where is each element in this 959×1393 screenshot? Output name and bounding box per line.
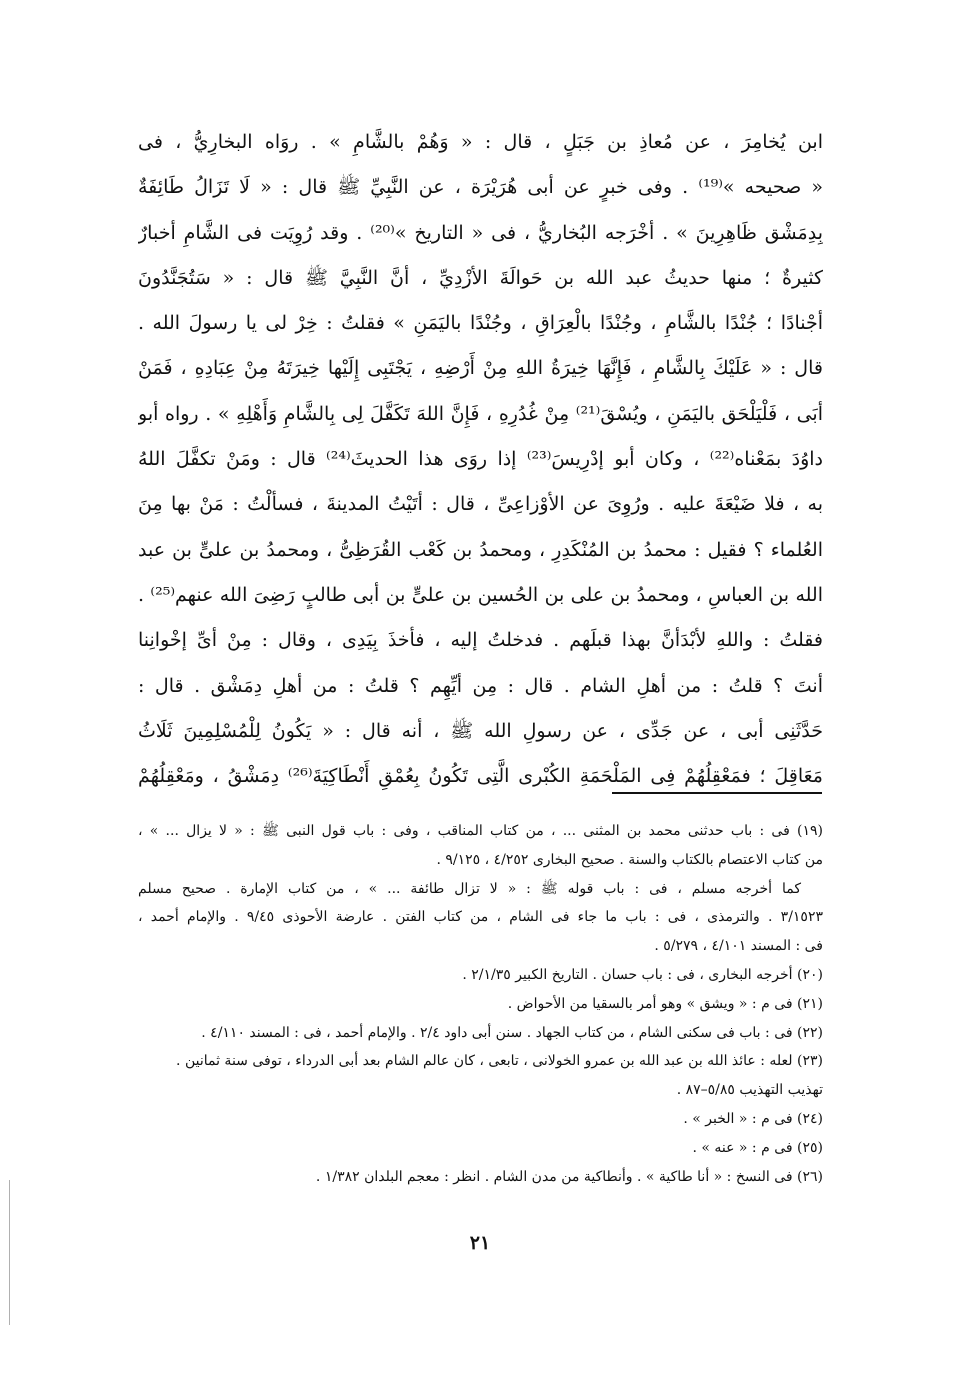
text-line: داوُدَ بمَعْناه⁽²²⁾ ، وكان أبو إدْرِيسَ⁽²³⁾ إذا روَى هذا الحديثَ⁽²⁴⁾ قال : ومَنْ تكفَّلَ اللهُ — [138, 448, 823, 471]
text-line: قال : « عَلَيْكَ بِالشَّامِ ، فَإِنَّهَا خِيرَةُ اللهِ مِنْ أَرْضِهِ ، يَجْتَبِى إِلَيْها خِيرَتَهُ مِنْ عِبَادِهِ ، فَمَنْ — [138, 357, 823, 380]
text-line: « صحيحه »⁽¹⁹⁾ . وفى خبرٍ عن أبى هُرَيْرَة ، عن النَّبِيِّ ﷺ قال : « لَا تَزَالُ طَائِفَةٌ — [138, 176, 823, 199]
text-line: العُلماء ؟ فقيل : محمدُ بن المُنْكَدِرِ ، ومحمدُ بن كَعْب القُرَظِىُّ ، ومحمدُ بن علىٍّ بن عبد — [138, 538, 823, 561]
page-number: ٢١ — [469, 1232, 491, 1254]
text-line: بِدِمَشْق ظَاهِرِينَ » . أخْرَجه البُخاريُّ ، فى « التاريخ »⁽²⁰⁾ . وقد رُوِيَت فى الشَّامِ أخبارٌ — [138, 221, 823, 244]
footnote-line: (٢١) فى م : « ويشق » وهو أمر بالسقيا من الأحواض . — [507, 995, 823, 1012]
footnote-line: كما أخرجه مسلم ، فى : باب قوله ﷺ : « لا تزال طائفة ... » ، من كتاب الإمارة . صحيح مسلم — [138, 880, 801, 897]
footnote-separator — [612, 792, 822, 794]
footnote-line: (٢٣) لعله : عائذ الله بن عبد الله بن عمرو الخولانى ، تابعى ، كان عالم الشام بعد أبى الدرداء ، توفى سنة ثمانين . — [176, 1053, 823, 1070]
main-text — [138, 120, 823, 799]
scan-edge — [9, 1180, 10, 1325]
footnote-line: من كتاب الاعتصام بالكتاب والسنة . صحيح البخارى ٤/٢٥٢ ، ٩/١٢٥ . — [436, 851, 823, 868]
footnote-line: فى : المسند ٤/١٠١ ، ٥/٢٧٩ . — [654, 938, 823, 955]
text-line: حَدَّثَنِى أبى ، عن جَدِّى ، عن رسولِ الله ﷺ ، أنه قال : « يَكُونُ لِلْمُسْلِمِينَ ثَلَاثُ — [138, 719, 823, 742]
text-line: ابن يُخامِرَ ، عن مُعاذِ بن جَبَلٍ ، قال : « وَهُمْ بالشَّامِ » . روَاه البخارِيُّ ، فى — [138, 131, 823, 153]
text-line: الله بن العباسِ ، ومحمدُ بن على بن الحُسين بن علىٍّ بن أبى طالبٍ رَضِىَ الله عنهم⁽²⁵⁾ . — [138, 583, 823, 606]
text-line: به ، فلا ضَيْعَةَ عليه . ورُوِىَ عن الأوْزاعِىِّ ، قال : أتَيْتُ المدينةَ ، فسألْتُ : مَنْ بها مِنَ — [138, 493, 823, 516]
text-line: أبَى ، فَلْيَلْحَق باليَمَنِ ، ويُسْقَ⁽²¹⁾ مِنْ غُدُرِهِ ، فَإِنَّ اللهَ تَكَفَّلَ لِى بِالشَّامِ وَأَهْلِهِ » . رواه أبو — [138, 402, 823, 425]
footnotes — [138, 817, 823, 1191]
text-line: كثيرةٌ ؛ منها حديثُ عبد الله بن حَوالَةَ الأزْدِيِّ ، أنَّ النَّبِيَّ ﷺ قال : « سَتُجَنَّدُونَ — [138, 266, 823, 289]
footnote-line: تهذيب التهذيب ٥/٨٥–٨٧ . — [676, 1082, 823, 1099]
footnote-line: (٢٠) أخرجه البخارى ، فى : باب حسان . التاريخ الكبير ٢/١/٣٥ . — [462, 966, 823, 983]
footnote-line: (٢٤) فى م : « الخبر » . — [683, 1110, 823, 1127]
text-line: أنتَ ؟ قلتُ : من أهلِ الشام . قال : مِن أيِّهِم ؟ قلتُ : من أهلِ دِمَشْق . قال : — [138, 674, 823, 697]
footnote-line: (٢٥) فى م : « عنه » . — [692, 1139, 823, 1156]
text-line: فقلتُ : واللهِ لأبْدَأنَّ بهذا قبلَهم . فدخلتُ إليه ، فأخذَ بِيَدِى ، وقال : مِنْ أىِّ إخْوانِنا — [138, 629, 823, 652]
footnote-line: ٣/١٥٢٣ . والترمذى ، فى : باب ما جاء فى الشام ، من كتاب الفتن . عارضة الأحوذى ٩/٤٥ . والإمام أحمد ، — [138, 909, 823, 926]
text-line: مَعَاقِلَ ؛ فمَعْقِلُهُمْ فِى المَلْحَمَةِ الكُبْرى الَّتِى تَكُونُ بِعُمْقِ أَنْطَاكِيَةَ⁽²⁶⁾ دِمَشْقُ ، ومَعْقِلُهُمْ — [138, 765, 823, 788]
footnote-line: (٢٢) فى : باب فى سكنى الشام ، من كتاب الجهاد . سنن أبى داود ٢/٤ . والإمام أحمد ، فى : المسند ٤/١١٠ . — [201, 1024, 823, 1041]
footnote-line: (١٩) فى : باب حدثنى محمد بن المثنى ... ، من كتاب المناقب ، وفى : باب قول النبى ﷺ : « لا يزال ... » ، — [138, 823, 823, 839]
text-line: أجْنادًا ؛ جُنْدًا بالشَّامِ ، وجُنْدًا بالْعِرَاقِ ، وجُنْدًا باليَمَنِ » فقلتُ : خِرْ لى يا رسولَ الله . — [138, 312, 823, 335]
footnote-line: (٢٦) فى النسخ : « أنا طاكية » . وأنطاكية من مدن الشام . انظر : معجم البلدان ١/٣٨٢ . — [315, 1168, 823, 1185]
